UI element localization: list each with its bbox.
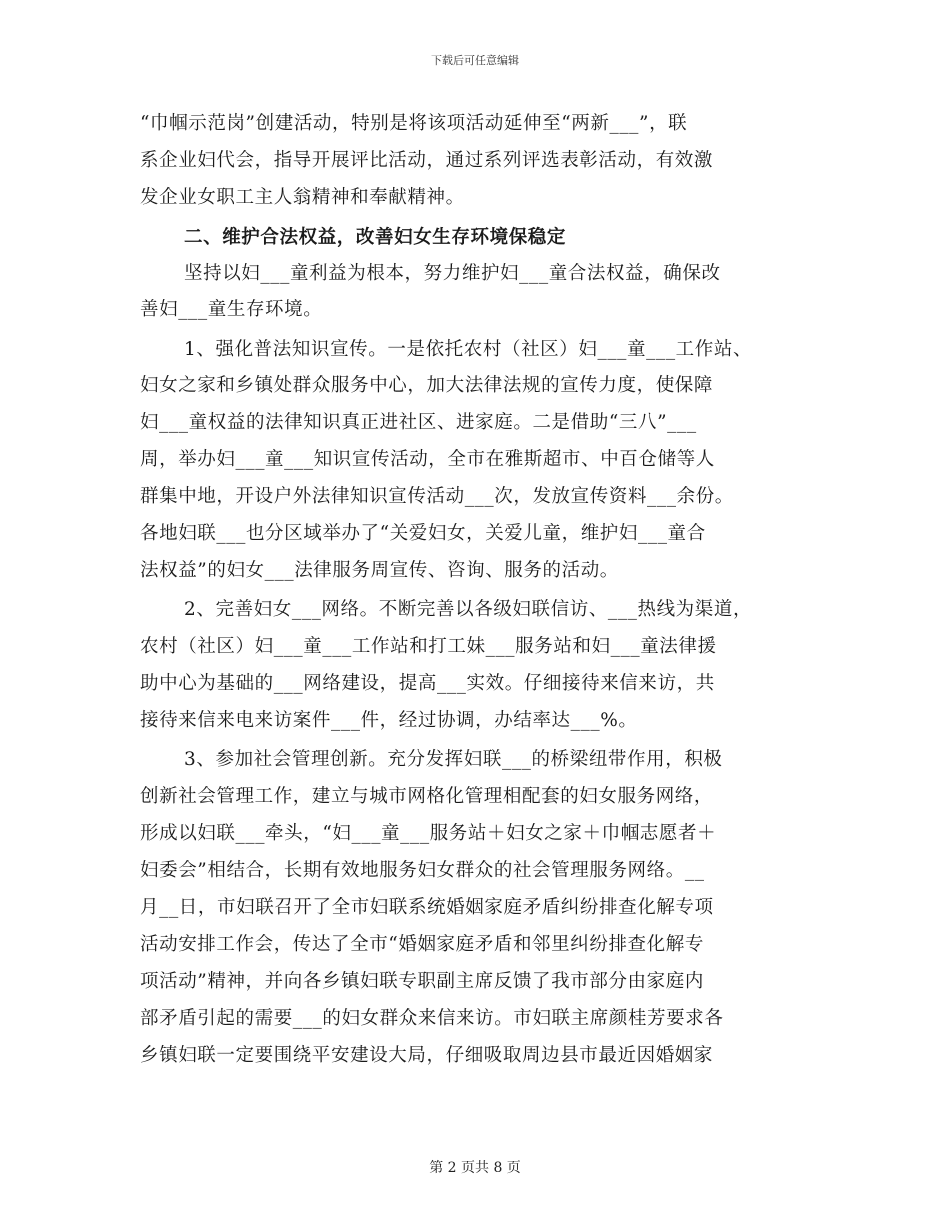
paragraph-line: 创新社会管理工作，建立与城市网格化管理相配套的妇女服务网络， bbox=[140, 786, 714, 807]
paragraph-line: 活动安排工作会，传达了全市“婚姻家庭矛盾和邻里纠纷排查化解专 bbox=[140, 934, 704, 955]
paragraph-line: 法权益”的妇女___法律服务周宣传、咨询、服务的活动。 bbox=[140, 560, 619, 581]
paragraph-line: 部矛盾引起的需要___的妇女群众来信来访。市妇联主席颜桂芳要求各 bbox=[140, 1008, 724, 1029]
paragraph-line: 系企业妇代会，指导开展评比活动，通过系列评选表彰活动，有效激 bbox=[140, 150, 714, 171]
paragraph-line: 发企业女职工主人翁精神和奉献精神。 bbox=[140, 187, 465, 208]
paragraph-line: 各地妇联___也分区域举办了“关爱妇女，关爱儿童，维护妇___童合 bbox=[140, 523, 706, 544]
paragraph-line: 妇___童权益的法律知识真正进社区、进家庭。二是借助“三八”___ bbox=[140, 412, 697, 433]
paragraph-line: 月__日，市妇联召开了全市妇联系统婚姻家庭矛盾纠纷排查化解专项 bbox=[140, 897, 714, 918]
paragraph-line: 3、参加社会管理创新。充分发挥妇联___的桥梁纽带作用，积极 bbox=[184, 749, 723, 770]
paragraph-line: 周，举办妇___童___知识宣传活动，全市在雅斯超市、中百仓储等人 bbox=[140, 449, 715, 470]
paragraph-line: 接待来信来电来访案件___件，经过协调，办结率达___%。 bbox=[140, 710, 638, 731]
paragraph-line: 群集中地，开设户外法律知识宣传活动___次，发放宣传资料___余份。 bbox=[140, 486, 734, 507]
paragraph-line: 助中心为基础的___网络建设，提高___实效。仔细接待来信来访，共 bbox=[140, 673, 715, 694]
paragraph-line: 农村（社区）妇___童___工作站和打工妹___服务站和妇___童法律援 bbox=[140, 636, 717, 657]
paragraph-line: “巾帼示范岗”创建活动，特别是将该项活动延伸至“两新___”，联 bbox=[140, 113, 688, 134]
paragraph-line: 妇委会”相结合，长期有效地服务妇女群众的社会管理服务网络。__ bbox=[140, 860, 705, 881]
paragraph-line: 妇女之家和乡镇处群众服务中心，加大法律法规的宣传力度，使保障 bbox=[140, 375, 714, 396]
paragraph-line: 1、强化普法知识宣传。一是依托农村（社区）妇___童___工作站、 bbox=[184, 339, 753, 360]
section-heading: 二、维护合法权益，改善妇女生存环境保稳定 bbox=[184, 227, 567, 248]
page-header: 下载后可任意编辑 bbox=[431, 54, 519, 67]
paragraph-line: 项活动”精神，并向各乡镇妇联专职副主席反馈了我市部分由家庭内 bbox=[140, 971, 704, 992]
paragraph-line: 坚持以妇___童利益为根本，努力维护妇___童合法权益，确保改 bbox=[184, 263, 721, 284]
paragraph-line: 善妇___童生存环境。 bbox=[140, 299, 323, 320]
paragraph-line: 乡镇妇联一定要围绕平安建设大局，仔细吸取周边县市最近因婚姻家 bbox=[140, 1045, 714, 1066]
paragraph-line: 2、完善妇女___网络。不断完善以各级妇联信访、___热线为渠道， bbox=[184, 599, 753, 620]
paragraph-line: 形成以妇联___牵头，“妇___童___服务站＋妇女之家＋巾帼志愿者＋ bbox=[140, 823, 717, 844]
page-number: 第 2 页共 8 页 bbox=[429, 1160, 521, 1176]
